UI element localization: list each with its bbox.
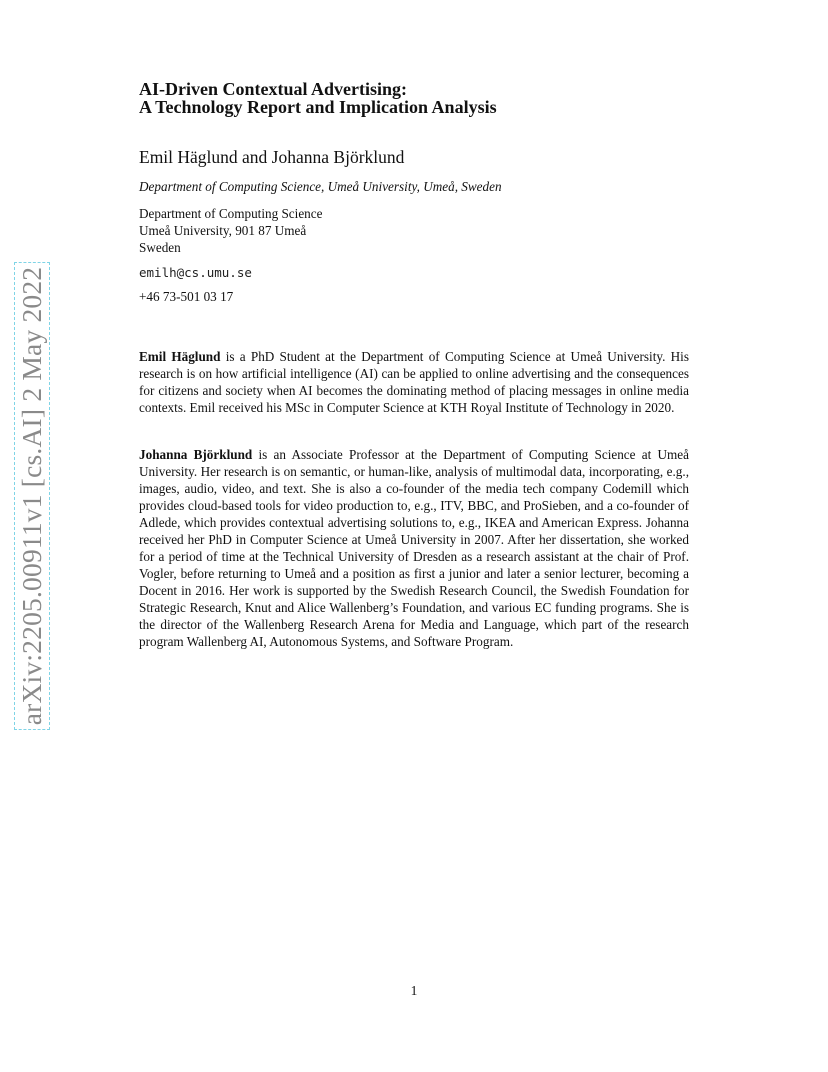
arxiv-identifier: arXiv:2205.00911v1 [cs.AI] 2 May 2022 [16,266,47,726]
bio-1-name: Emil Häglund [139,349,221,364]
postal-address [139,205,322,256]
author-bio-1 [139,348,689,416]
title-line-2: A Technology Report and Implication Analysis [139,97,497,117]
bio-2-text: is an Associate Professor at the Department of Computing Science at Umeå University. Her research is on semantic, or human-like, analysis of multimodal data, incorporating, e.g., images, audio, video, and text. She is also a co-founder of the media tech company Codemill which provides cloud-based tools for video production to, e.g., ITV, BBC, and ProSieben, and a co-founder of Adlede, which provides contextual advertising solutions to, e.g., IKEA and American Express. Johanna received her PhD in Computer Science at Umeå University in 2007. After her dissertation, she worked for a period of time at the Technical University of Dresden as a research assistant at the chair of Prof. Vogler, before returning to Umeå and a position as first a junior and later a senior lecturer, becoming a Docent in 2016. Her work is supported by the Swedish Research Council, the Swedish Foundation for Strategic Research, Knut and Alice Wallenberg’s Foundation, and various EC funding programs. She is the director of the Wallenberg Research Arena for Media and Language, which part of the research program Wallenberg AI, Autonomous Systems, and Software Program. [139,447,689,649]
address-line-1: Department of Computing Science [139,206,323,221]
author-bio-2 [139,446,689,650]
address-line-2: Umeå University, 901 87 Umeå [139,223,307,238]
title-line-1: AI-Driven Contextual Advertising: [139,79,407,99]
contact-phone: +46 73-501 03 17 [139,289,234,304]
paper-title [139,80,497,116]
author-list: Emil Häglund and Johanna Björklund [139,147,405,167]
affiliation: Department of Computing Science, Umeå University, Umeå, Sweden [139,179,502,194]
address-line-3: Sweden [139,240,181,255]
arxiv-stamp [14,262,50,730]
bio-1-text: is a PhD Student at the Department of Computing Science at Umeå University. His research is on how artificial intelligence (AI) can be applied to online advertising and the consequences for citizens and society when AI becomes the dominating method of placing messages in online media contexts. Emil received his MSc in Computer Science at KTH Royal Institute of Technology in 2020. [139,349,689,415]
bio-2-name: Johanna Björklund [139,447,253,462]
page-number: 1 [410,983,418,998]
contact-email: emilh@cs.umu.se [139,265,252,280]
